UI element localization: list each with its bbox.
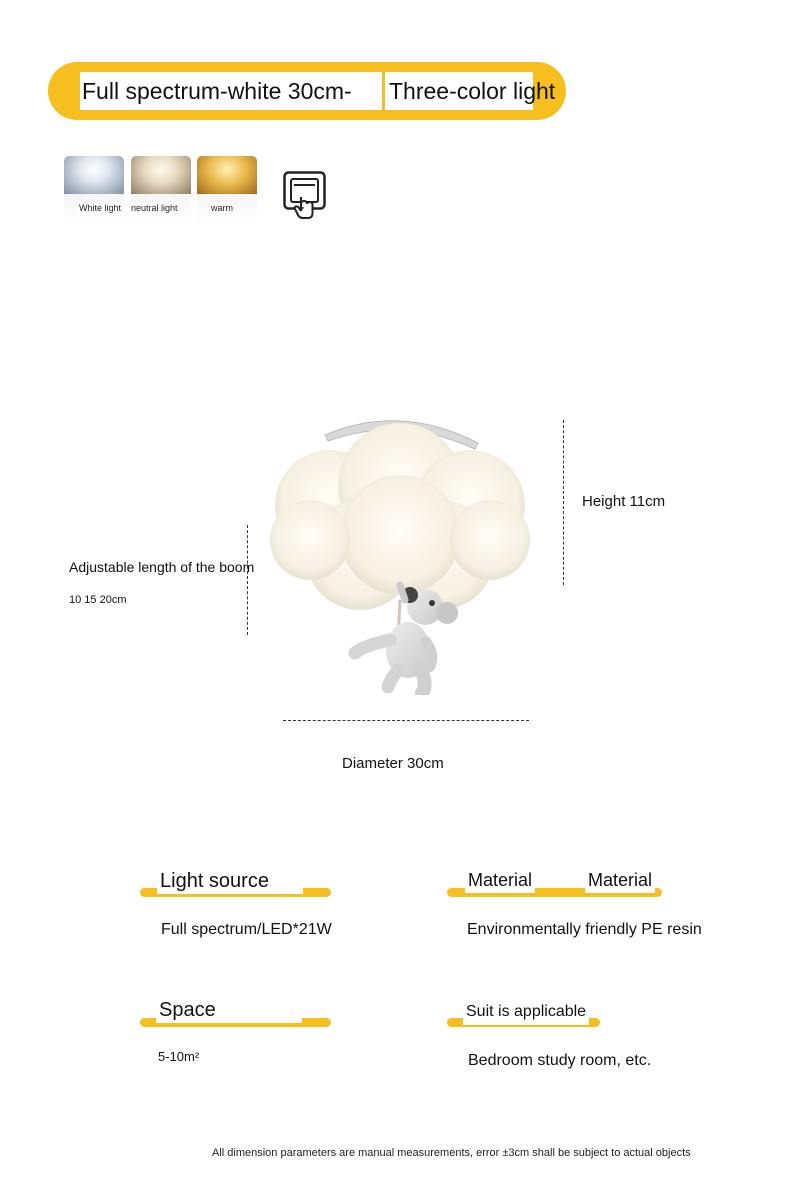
swatch-label-warm: warm <box>211 203 233 213</box>
light-source-title: Light source <box>157 868 303 894</box>
cloud-bear-lamp-image <box>250 405 550 695</box>
diameter-dimension-line <box>283 720 529 721</box>
light-source-value: Full spectrum/LED*21W <box>161 921 332 938</box>
suitable-title: Suit is applicable <box>463 999 589 1025</box>
diameter-label: Diameter 30cm <box>342 755 444 772</box>
swatch-label-neutral: neutral light <box>131 203 178 213</box>
space-title: Space <box>156 997 302 1023</box>
boom-values: 10 15 20cm <box>69 594 127 606</box>
wall-switch-icon <box>283 171 327 221</box>
banner-left-text: Full spectrum-white 30cm- <box>80 72 382 110</box>
material-title-b: Material <box>585 867 655 893</box>
banner-right-text: Three-color light <box>383 72 533 110</box>
suitable-value: Bedroom study room, etc. <box>468 1052 652 1069</box>
material-value: Environmentally friendly PE resin <box>467 921 702 938</box>
material-title-a: Material <box>465 867 535 893</box>
footnote: All dimension parameters are manual measurements, error ±3cm shall be subject to actual objects <box>212 1147 691 1159</box>
title-banner <box>48 62 566 120</box>
height-dimension-line <box>563 420 564 585</box>
space-value: 5-10m² <box>158 1049 200 1064</box>
boom-dimension-line <box>247 525 248 635</box>
boom-label: Adjustable length of the boom <box>69 559 255 575</box>
height-label: Height 11cm <box>582 493 666 510</box>
swatch-label-white: White light <box>79 203 122 213</box>
